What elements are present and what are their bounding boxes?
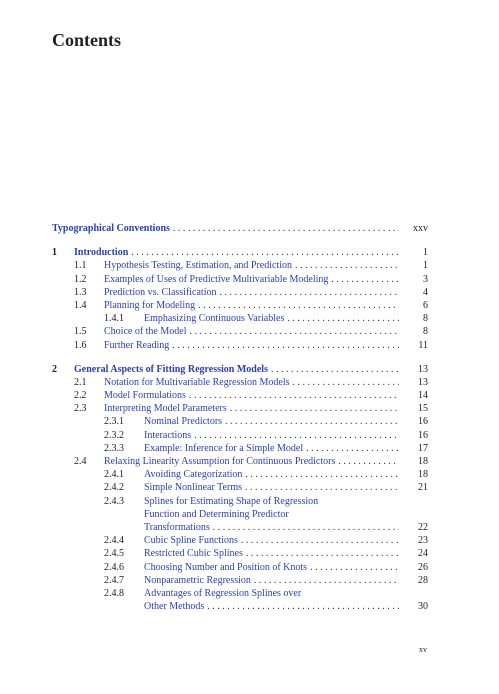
toc-entry-page: 24 bbox=[418, 548, 428, 560]
toc-entry-number: 2.3.2 bbox=[104, 429, 124, 441]
toc-entry-title[interactable]: Transformations bbox=[144, 521, 210, 533]
leader-dots bbox=[271, 363, 399, 376]
toc-entry-label bbox=[104, 402, 402, 415]
leader-dots bbox=[173, 222, 399, 235]
leader-dots bbox=[254, 574, 399, 587]
leader-dots bbox=[306, 442, 399, 455]
toc-entry-label bbox=[104, 286, 402, 299]
toc-entry-page: 17 bbox=[418, 442, 428, 454]
toc-entry-title[interactable]: Nominal Predictors bbox=[144, 416, 223, 428]
toc-entry-label bbox=[104, 339, 402, 352]
toc-entry-label bbox=[104, 389, 402, 402]
toc-entry-label bbox=[104, 376, 402, 389]
toc-entry-title[interactable]: Example: Inference for a Simple Model bbox=[144, 442, 304, 454]
toc-entry-number: 1.1 bbox=[74, 260, 87, 272]
toc-entry-title[interactable]: Cubic Spline Functions bbox=[144, 535, 238, 547]
toc-entry-label bbox=[104, 325, 402, 338]
toc-entry-number: 2.4.3 bbox=[104, 495, 124, 507]
leader-dots bbox=[310, 561, 399, 574]
toc-entry-page: 4 bbox=[423, 286, 428, 298]
leader-dots bbox=[213, 521, 399, 534]
toc-entry-number: 2 bbox=[52, 363, 57, 375]
toc-entry-label bbox=[144, 312, 402, 325]
toc-entry-title[interactable]: Typographical Conventions bbox=[52, 223, 170, 234]
toc-section[interactable] bbox=[52, 429, 428, 442]
toc-entry-number: 1.3 bbox=[74, 286, 87, 298]
toc-entry-title[interactable]: Prediction vs. Classification bbox=[104, 286, 217, 298]
toc-section[interactable] bbox=[52, 325, 428, 338]
toc-section[interactable] bbox=[52, 547, 428, 560]
toc-entry-page: 28 bbox=[418, 574, 428, 586]
toc-section[interactable] bbox=[52, 455, 428, 468]
toc-entry-page: 8 bbox=[423, 313, 428, 325]
toc-entry-number: 2.4.1 bbox=[104, 469, 124, 481]
leader-dots bbox=[245, 468, 399, 481]
leader-dots bbox=[241, 534, 399, 547]
toc-entry-title[interactable]: Notation for Multivariable Regression Models bbox=[104, 376, 290, 388]
toc-entry-label bbox=[104, 259, 402, 272]
toc-entry-number: 2.3.3 bbox=[104, 442, 124, 454]
leader-dots bbox=[225, 415, 399, 428]
leader-dots bbox=[293, 376, 399, 389]
leader-dots bbox=[198, 299, 399, 312]
toc-entry-label bbox=[144, 442, 402, 455]
toc-entry-title[interactable]: Other Methods bbox=[144, 601, 205, 613]
toc-section[interactable] bbox=[52, 415, 428, 428]
toc-entry-label bbox=[104, 273, 402, 286]
toc-section[interactable] bbox=[52, 339, 428, 352]
toc-entry-number: 2.3 bbox=[74, 403, 87, 415]
toc-entry-label bbox=[144, 587, 402, 600]
toc-entry-page: 11 bbox=[418, 339, 428, 351]
toc-entry-number: 1.4.1 bbox=[104, 313, 124, 325]
toc-section[interactable] bbox=[52, 389, 428, 402]
toc-entry-number: 2.4.5 bbox=[104, 548, 124, 560]
toc-entry-title[interactable]: Splines for Estimating Shape of Regression bbox=[144, 495, 319, 507]
toc-entry-number: 2.4 bbox=[74, 456, 87, 467]
toc-entry-label bbox=[144, 521, 402, 534]
toc-entry-page: 16 bbox=[418, 429, 428, 441]
table-of-contents bbox=[52, 222, 428, 613]
toc-entry-label bbox=[144, 415, 402, 428]
toc-section[interactable] bbox=[52, 574, 428, 587]
toc-entry-title[interactable]: Advantages of Regression Splines over bbox=[144, 587, 302, 599]
toc-section-continuation[interactable] bbox=[52, 600, 428, 613]
toc-entry-page: 13 bbox=[418, 363, 428, 375]
toc-entry-number: 2.4.7 bbox=[104, 574, 124, 586]
toc-section[interactable] bbox=[52, 534, 428, 547]
toc-entry-page: 1 bbox=[423, 260, 428, 272]
toc-entry-number: 2.4.8 bbox=[104, 587, 124, 599]
toc-entry-label bbox=[144, 574, 402, 587]
toc-entry-page: 14 bbox=[418, 390, 428, 402]
toc-section[interactable] bbox=[52, 495, 428, 508]
toc-entry-title[interactable]: Examples of Uses of Predictive Multivariable Modeling bbox=[104, 273, 329, 285]
toc-entry-number: 1 bbox=[52, 247, 57, 259]
toc-entry-page: 3 bbox=[423, 273, 428, 285]
toc-entry-title[interactable]: Choosing Number and Position of Knots bbox=[144, 561, 308, 573]
toc-entry-number: 2.1 bbox=[74, 376, 87, 388]
toc-entry-title[interactable]: Interpreting Model Parameters bbox=[104, 403, 227, 415]
toc-entry-number: 2.4.6 bbox=[104, 561, 124, 573]
toc-entry-number: 1.6 bbox=[74, 339, 87, 351]
toc-section[interactable] bbox=[52, 481, 428, 494]
toc-entry-number: 2.3.1 bbox=[104, 416, 124, 428]
toc-section-continuation[interactable] bbox=[52, 521, 428, 534]
toc-section[interactable] bbox=[52, 273, 428, 286]
toc-entry-page: 30 bbox=[418, 601, 428, 613]
toc-section[interactable] bbox=[52, 259, 428, 272]
toc-entry-label bbox=[144, 534, 402, 547]
spacer bbox=[52, 235, 428, 246]
toc-section[interactable] bbox=[52, 312, 428, 325]
toc-entry-title[interactable]: Introduction bbox=[74, 247, 129, 259]
toc-entry-title[interactable]: Function and Determining Predictor bbox=[144, 508, 289, 520]
toc-entry-number: 2.4.2 bbox=[104, 482, 124, 494]
leader-dots bbox=[230, 402, 399, 415]
leader-dots bbox=[189, 325, 399, 338]
toc-entry-page: 6 bbox=[423, 299, 428, 311]
toc-entry-title[interactable]: Avoiding Categorization bbox=[144, 469, 243, 481]
toc-entry-number: 1.2 bbox=[74, 273, 87, 285]
toc-entry-label bbox=[144, 495, 402, 508]
toc-entry-front-matter[interactable] bbox=[52, 222, 428, 235]
toc-entry-title[interactable]: Planning for Modeling bbox=[104, 299, 196, 311]
toc-section[interactable] bbox=[52, 561, 428, 574]
toc-entry-number: 2.2 bbox=[74, 390, 87, 402]
toc-entry-number: 2.4.4 bbox=[104, 535, 124, 547]
toc-chapter[interactable] bbox=[52, 246, 428, 259]
toc-entry-title[interactable]: Interactions bbox=[144, 429, 192, 441]
toc-entry-label bbox=[144, 468, 402, 481]
toc-entry-title[interactable]: Emphasizing Continuous Variables bbox=[144, 313, 285, 325]
toc-entry-label bbox=[144, 600, 402, 613]
leader-dots bbox=[194, 429, 399, 442]
toc-entry-label bbox=[74, 246, 402, 259]
toc-entry-label bbox=[144, 508, 402, 521]
toc-entry-page: 26 bbox=[418, 561, 428, 573]
leader-dots bbox=[331, 273, 399, 286]
toc-entry-page: 16 bbox=[418, 416, 428, 428]
leader-dots bbox=[338, 455, 399, 468]
spacer bbox=[52, 352, 428, 363]
toc-entry-page: 21 bbox=[418, 482, 428, 494]
toc-entry-title[interactable]: Model Formulations bbox=[104, 390, 186, 402]
toc-entry-page: 18 bbox=[418, 456, 428, 467]
toc-entry-page: 13 bbox=[418, 376, 428, 388]
toc-entry-label bbox=[144, 429, 402, 442]
toc-entry-page: 1 bbox=[423, 247, 428, 259]
toc-section[interactable] bbox=[52, 587, 428, 600]
toc-entry-title[interactable]: Choice of the Model bbox=[104, 326, 187, 338]
toc-entry-label bbox=[104, 455, 402, 468]
toc-entry-label bbox=[104, 299, 402, 312]
toc-entry-title[interactable]: Hypothesis Testing, Estimation, and Prediction bbox=[104, 260, 292, 272]
toc-section[interactable] bbox=[52, 468, 428, 481]
toc-entry-title[interactable]: Restricted Cubic Splines bbox=[144, 548, 243, 560]
toc-section-continuation[interactable] bbox=[52, 508, 428, 521]
toc-entry-number: 1.4 bbox=[74, 299, 87, 311]
leader-dots bbox=[245, 481, 399, 494]
toc-section[interactable] bbox=[52, 402, 428, 415]
page-number: xv bbox=[419, 645, 427, 654]
toc-section[interactable] bbox=[52, 442, 428, 455]
leader-dots bbox=[246, 547, 399, 560]
toc-entry-number: 1.5 bbox=[74, 326, 87, 338]
leader-dots bbox=[287, 312, 399, 325]
leader-dots bbox=[131, 246, 399, 259]
toc-entry-title[interactable]: Further Reading bbox=[104, 339, 170, 351]
toc-section[interactable] bbox=[52, 376, 428, 389]
toc-entry-page: 23 bbox=[418, 535, 428, 547]
toc-entry-page: 15 bbox=[418, 403, 428, 415]
toc-entry-page: 22 bbox=[418, 521, 428, 533]
toc-chapter[interactable] bbox=[52, 363, 428, 376]
leader-dots bbox=[295, 259, 399, 272]
toc-entry-title[interactable]: Nonparametric Regression bbox=[144, 574, 251, 586]
toc-entry-label bbox=[144, 481, 402, 494]
toc-section[interactable] bbox=[52, 286, 428, 299]
toc-entry-page: 8 bbox=[423, 326, 428, 338]
page-title: Contents bbox=[52, 30, 122, 50]
toc-entry-page: 18 bbox=[418, 469, 428, 481]
toc-entry-title[interactable]: General Aspects of Fitting Regression Models bbox=[74, 363, 268, 375]
toc-entry-label bbox=[144, 547, 402, 560]
toc-entry-title[interactable]: Simple Nonlinear Terms bbox=[144, 482, 242, 494]
toc-entry-page: xxv bbox=[413, 223, 428, 234]
leader-dots bbox=[207, 600, 399, 613]
leader-dots bbox=[189, 389, 399, 402]
leader-dots bbox=[220, 286, 400, 299]
toc-section[interactable] bbox=[52, 299, 428, 312]
toc-entry-label bbox=[144, 561, 402, 574]
leader-dots bbox=[172, 339, 399, 352]
toc-entry-title[interactable]: Relaxing Linearity Assumption for Continuous Predictors bbox=[104, 456, 336, 467]
toc-entry-label bbox=[74, 363, 402, 376]
